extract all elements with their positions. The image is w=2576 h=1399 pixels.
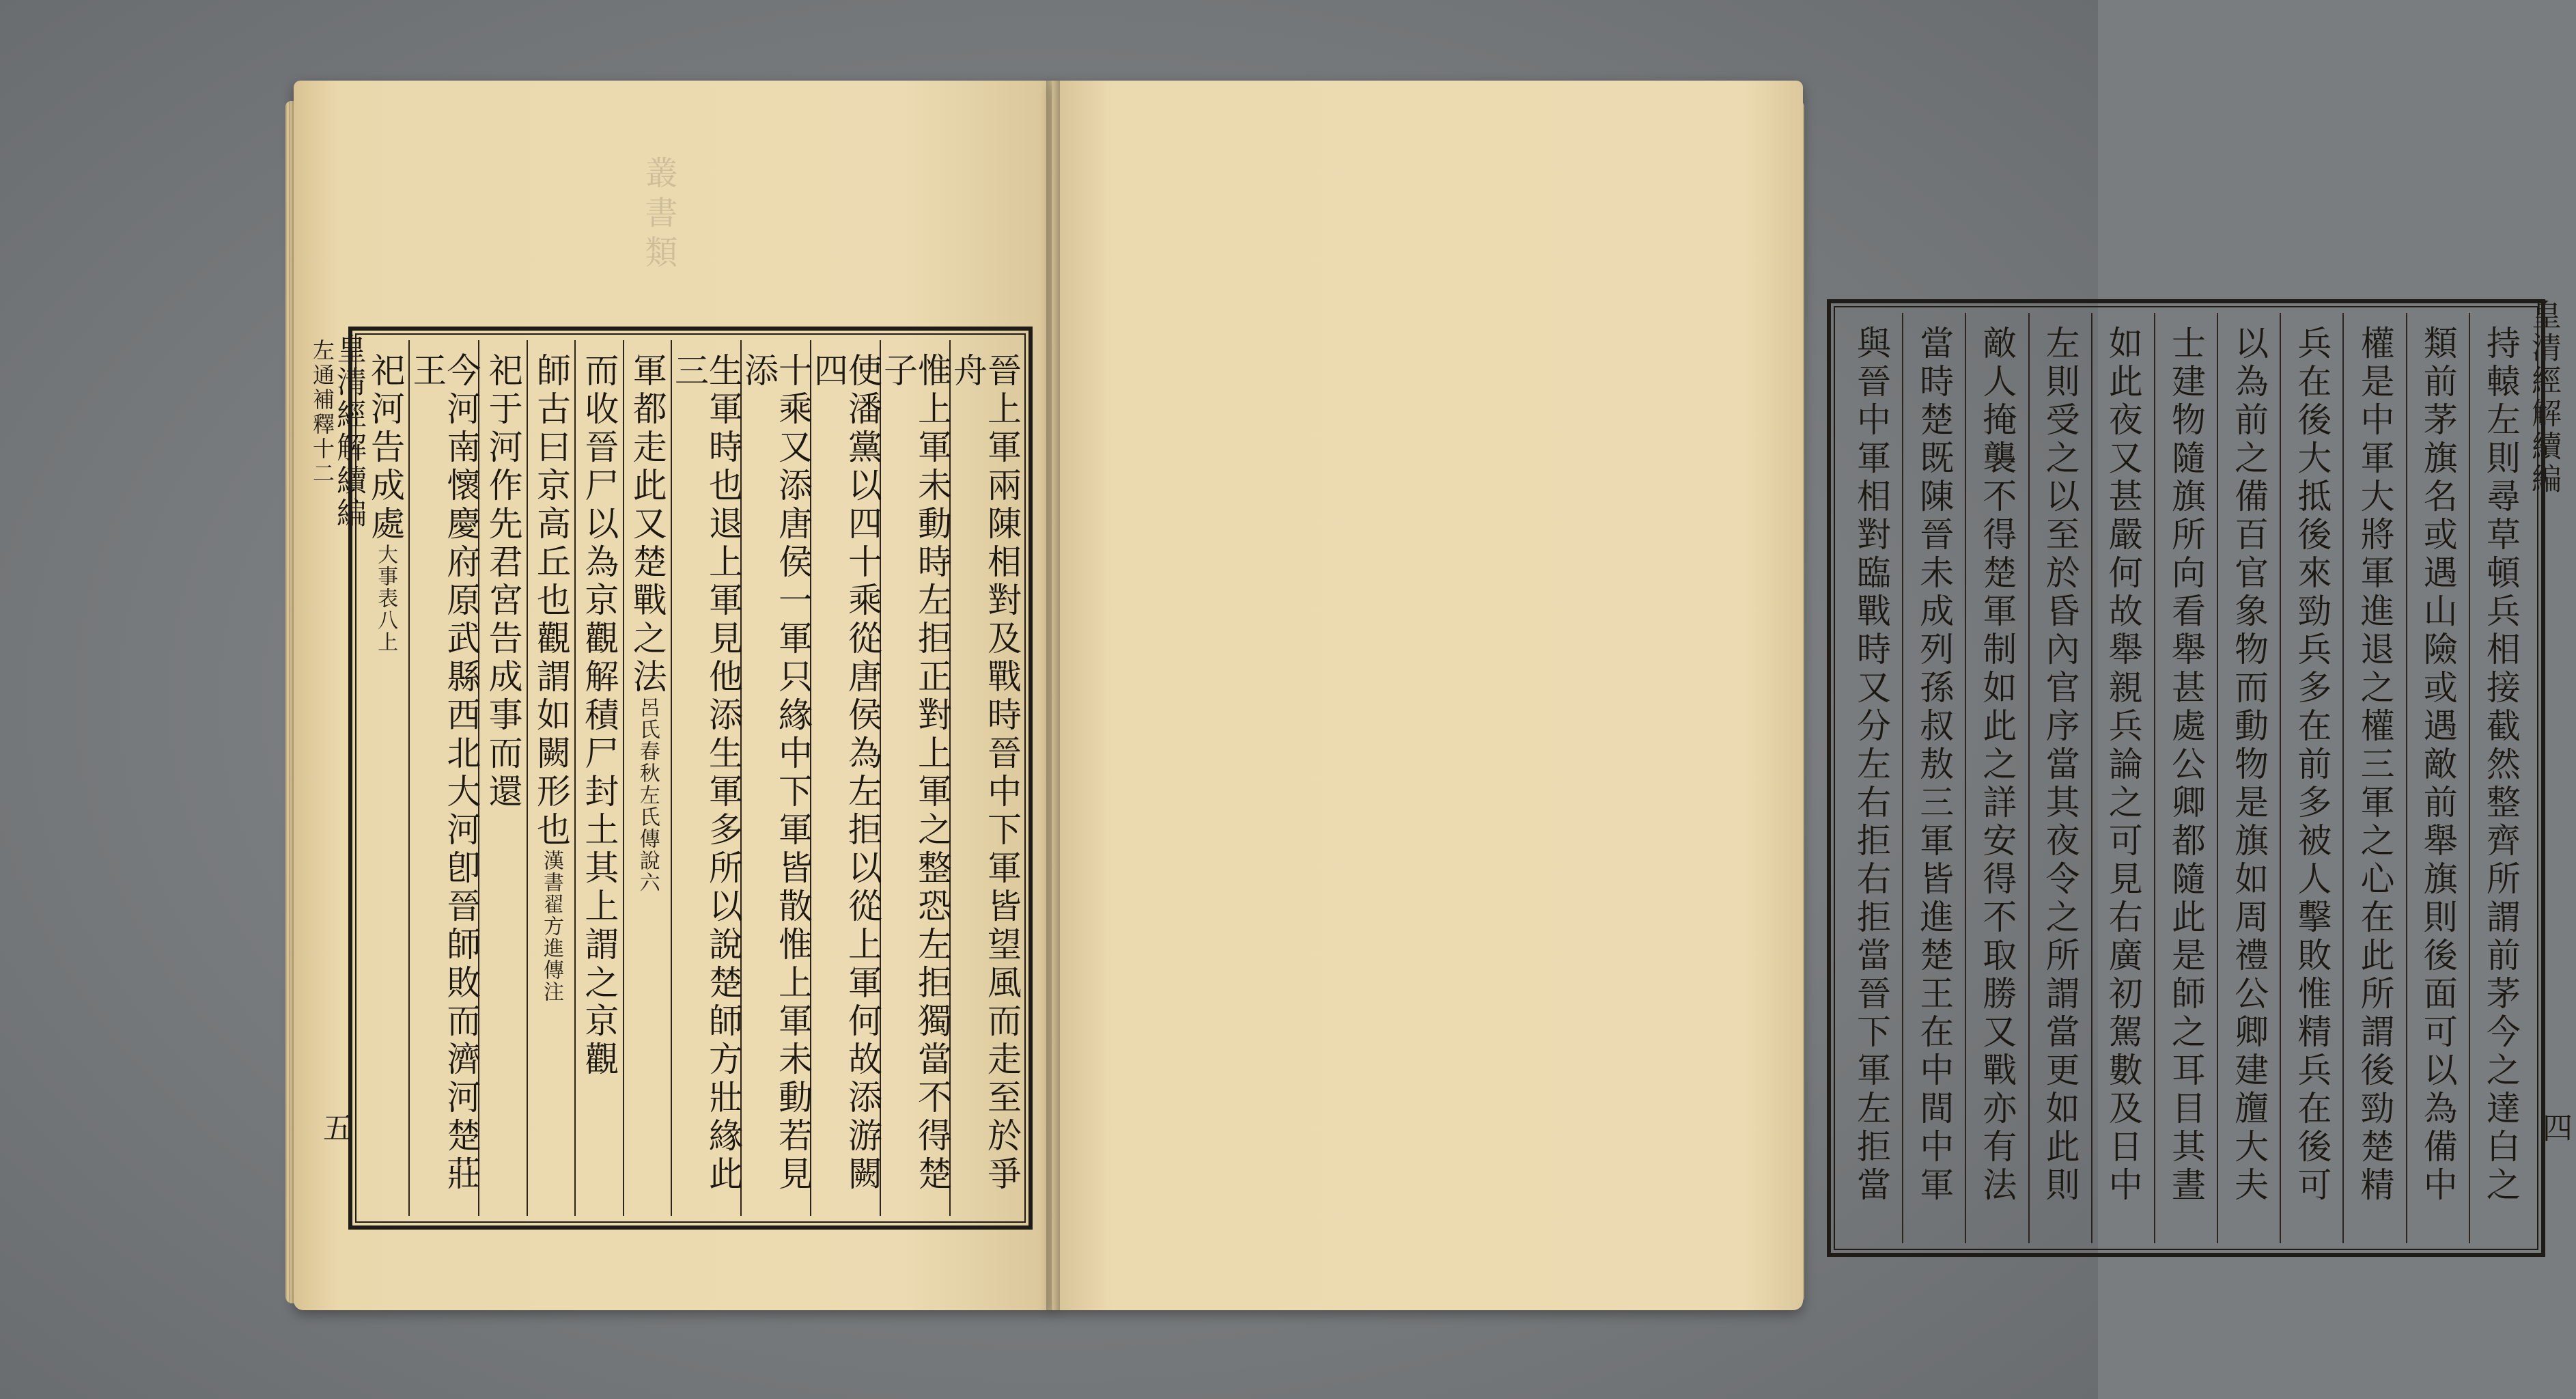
main-text: 軍都走此又楚戰之法: [627, 352, 667, 697]
commentary-note: 漢書翟方進傳注: [539, 850, 563, 1003]
folio-left: 五: [318, 1112, 352, 1142]
running-subtitle-left: 左通補釋十二: [309, 339, 335, 486]
main-text: 今河南懷慶府原武縣西北大河卽晉師敗而濟河楚莊王: [407, 352, 481, 1194]
text-column: 類前茅旗名或遇山險或遇敵前舉旗則後面可以為備中: [2406, 313, 2469, 1243]
right-columns: [1840, 313, 2532, 1243]
main-text: 十乘又添唐侯一軍只緣中下軍皆散惟上軍未動若見添: [739, 352, 813, 1194]
main-text: 師古曰京高丘也觀謂如闕形也: [531, 352, 571, 850]
main-text: 祀于河作先君宮告成事而還: [483, 352, 523, 812]
text-frame-right: [1827, 299, 2545, 1257]
text-column: 持轅左則尋草頓兵相接截然整齊所謂前茅今之達白之: [2469, 313, 2532, 1243]
text-column: [623, 340, 671, 1216]
text-column: 兵在後大抵後來勁兵多在前多被人擊敗惟精兵在後可: [2280, 313, 2342, 1243]
text-column: 以為前之備百官象物而動物是旗如周禮公卿建旜大夫: [2217, 313, 2280, 1243]
left-page: [294, 81, 1055, 1310]
running-title-left: 皇清經解續編: [331, 333, 366, 530]
main-text: 晉上軍兩陳相對及戰時晉中下軍皆望風而走至於爭舟: [948, 352, 1022, 1194]
text-column: [669, 340, 743, 1216]
text-column: 士建物隨旗所向看舉甚處公卿都隨此是師之耳目其晝: [2154, 313, 2217, 1243]
text-frame-left: [348, 327, 1033, 1230]
text-column: [407, 340, 481, 1216]
text-column: [878, 340, 952, 1216]
text-column: 權是中軍大將軍進退之權三軍之心在此所謂後勁楚精: [2342, 313, 2405, 1243]
main-text: 使潘黨以四十乘從唐侯為左拒以從上軍何故添游闕四: [809, 352, 882, 1194]
right-page: [1052, 81, 2572, 1310]
text-column: [527, 340, 574, 1216]
text-column: 敵人掩襲不得楚軍制如此之詳安得不取勝又戰亦有法: [1965, 313, 2028, 1243]
text-column: 與晉中軍相對臨戰時又分左右拒右拒當晉下軍左拒當: [1851, 325, 1892, 1205]
text-column: [362, 340, 408, 1216]
folio-right: 四: [2537, 1112, 2572, 1142]
text-column: [574, 340, 622, 1216]
commentary-note: 呂氏春秋左氏傳說六: [635, 697, 660, 894]
open-book: [287, 81, 2572, 1317]
text-column: [810, 340, 880, 1216]
book-gutter: [1046, 81, 1060, 1310]
bleed-through-text: 叢書類: [639, 156, 677, 275]
commentary-note: 大事表八上: [374, 544, 398, 653]
text-column: 如此夜又甚嚴何故舉親兵論之可見右廣初駕數及日中: [2091, 313, 2154, 1243]
main-text: 而收晉尸以為京觀解積尸封土其上謂之京觀: [579, 352, 619, 1079]
main-text: 生軍時也退上軍見他添生軍多所以說楚師方壯緣此三: [669, 352, 743, 1194]
text-column: [478, 340, 526, 1216]
main-text: 惟上軍未動時左拒正對上軍之整恐左拒獨當不得楚子: [878, 352, 952, 1194]
text-column: [948, 340, 1022, 1216]
main-text: 祀河告成處: [365, 352, 406, 544]
text-column: [739, 340, 813, 1216]
text-column: 左則受之以至於昏內官序當其夜令之所謂當更如此則: [2028, 313, 2091, 1243]
running-title-right: 皇清經解續編: [2526, 299, 2561, 496]
left-columns: [362, 340, 1022, 1216]
text-column: 當時楚既陳晉未成列孫叔敖三軍皆進楚王在中間中軍: [1902, 313, 1965, 1243]
